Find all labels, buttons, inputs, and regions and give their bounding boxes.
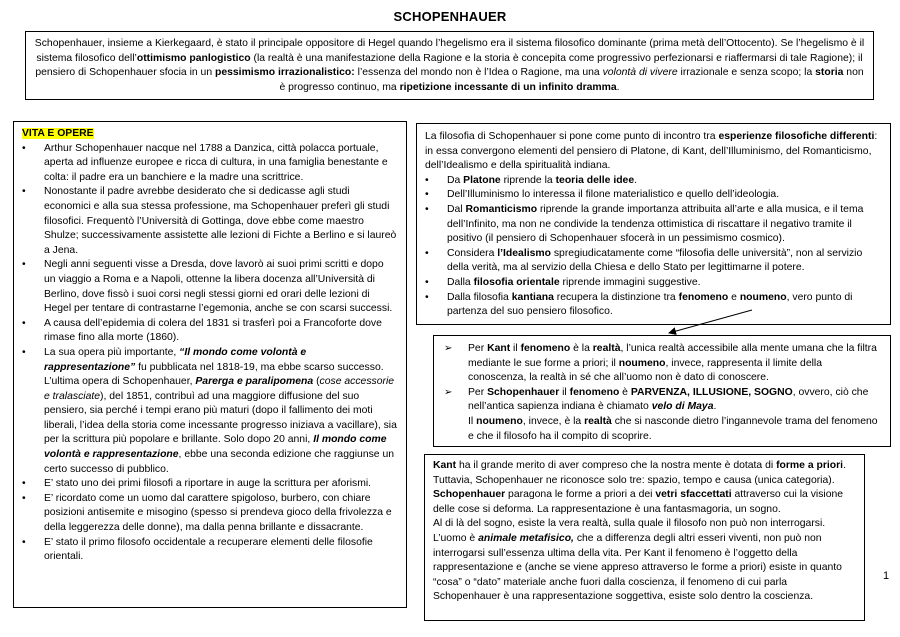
paragraph: Al di là del sogno, esiste la vera realtà, sulla quale il filosofo non può non interrogarsi. [433, 518, 826, 530]
list-item: • Da Platone riprende la teoria delle idee. [425, 174, 882, 189]
list-item: • Dalla filosofia orientale riprende immagini suggestive. [425, 276, 882, 291]
list-item: • Arthur Schopenhauer nacque nel 1788 a Danzica, città polacca portuale, aperta ad influenze europee e ricca di cultura, in una famiglia benestante e colta: il padre era un banchiere e la madre una scrittrice. [22, 142, 398, 186]
paragraph: Schopenhauer paragona le forme a priori a dei vetri sfaccettati attraverso cui la visione delle cose si deforma. La rappresentazione è una fantasmagoria, un sogno. [433, 489, 844, 515]
list-item: • Negli anni seguenti visse a Dresda, dove lavorò ai suoi primi scritti e dopo un viaggio a Roma e a Napoli, ottenne la libera docenza all’Università di Berlino, dove fissò i suoi corsi negli stessi giorni ed orari delle lezioni di Hegel per tentare di contrastarne l’egemonia, anche se con scarsi successi. [22, 258, 398, 316]
list-item: ➢ Per Kant il fenomeno è la realtà, l’unica realtà accessibile alla mente umana che la filtra mediante le sue forme a priori; il noumeno, invece, rappresenta il limite della conoscenza, la realtà in sé che all’uomo non è dato di conoscere. [442, 342, 882, 386]
forme-a-priori-box [424, 454, 865, 621]
vita-list [22, 142, 398, 565]
list-item: • Dal Romanticismo riprende la grande importanza attribuita all’arte e alla musica, e il tema dell’Infinito, ma non ne condivide la tendenza ottimistica di riscattare il negativo tramite il positivo (il pensiero di Schopenhauer sfocerà in un pessimismo cosmico). [425, 203, 882, 247]
paragraph: Kant ha il grande merito di aver compreso che la nostra mente è dotata di forme a priori. Tuttavia, Schopenhauer ne riconosce solo tre: spazio, tempo e causa (unica categoria). [433, 460, 846, 486]
list-item: • Dell’Illuminismo lo interessa il filone materialistico e quello dell’ideologia. [425, 188, 882, 203]
list-item: • E’ ricordato come un uomo dal carattere spigoloso, burbero, con chiare posizioni antisemite e misogino (spesso si prendeva gioco della frivolezza e della leggerezza delle donne), ma dalla penna brillante e dissacrante. [22, 492, 398, 536]
noumeno-note: Il noumeno, invece, è la realtà che si nasconde dietro l’ingannevole trama del fenomeno e che il filosofo ha il compito di scoprire. [468, 415, 878, 442]
paragraph: L’uomo è animale metafisico, che a differenza degli altri esseri viventi, non può non interrogarsi sull’essenza ultima della vita. Per Kant il fenomeno è l’oggetto della rappresentazione e (anche se viene appreso attraverso le forme a priori) esiste in quanto “cosa” o “dato” materiale anche fuori dalla coscienza, il fenomeno di cui parla Schopenhauer è una rappresentazione soggettiva, esiste solo dentro la coscienza. [433, 532, 842, 603]
list-item: • E’ stato uno dei primi filosofi a riportare in auge la scrittura per aforismi. [22, 477, 398, 492]
page-title: SCHOPENHAUER [393, 9, 507, 24]
list-item: • E’ stato il primo filosofo occidentale a recuperare elementi delle filosofie orientali. [22, 536, 398, 565]
page-number: 1 [883, 570, 890, 582]
forme-a-priori-text [433, 459, 856, 605]
influenze-list [425, 174, 882, 320]
influenze-box [416, 123, 891, 325]
kant-schopenhauer-box [433, 335, 891, 447]
vita-opere-box [13, 121, 407, 608]
influenze-intro: La filosofia di Schopenhauer si pone come punto di incontro tra esperienze filosofiche differenti: in essa convergono elementi del pensiero di Platone, di Kant, dell’Illuminismo, del Romanticismo, dell’Idealismo e della spiritualità indiana. [425, 131, 878, 172]
list-item: • Nonostante il padre avrebbe desiderato che si dedicasse agli studi economici e alla sua stessa professione, ma Schopenhauer preferì gli studi filosofici. Frequentò l’Università di Gottinga, dove ebbe come maestro Shulze; successivamente assistette alle lezioni di Fichte a Berlino e si laureò a Jena. [22, 185, 398, 258]
vita-heading: VITA E OPERE [22, 128, 94, 139]
intro-box [25, 31, 874, 100]
list-item: • Considera l’Idealismo spregiudicatamente come “filosofia delle università”, non al servizio della verità, ma al servizio della Chiesa e dello Stato per legittimarne il potere. [425, 247, 882, 276]
intro-text: Schopenhauer, insieme a Kierkegaard, è stato il principale oppositore di Hegel quando l’hegelismo era il sistema filosofico dominante (prima metà dell’Ottocento). Se l’hegelismo è il sistema filosofico dell’ottimismo panlogistico (la realtà è una manifestazione della Ragione e la storia è concepita come progressivo perfezionarsi e riaffermarsi di tale Ragione); il pensiero di Schopenhauer sfocia in un pessimismo irrazionalistico: l’essenza del mondo non è l’Idea o Ragione, ma una volontà di vivere irrazionale e senza scopo; la storia non è progresso continuo, ma ripetizione incessante di un infinito dramma. [34, 38, 865, 93]
list-item: • A causa dell’epidemia di colera del 1831 si trasferì poi a Francoforte dove rimase fino alla morte (1860). [22, 317, 398, 346]
kant-schopenhauer-list [442, 342, 882, 415]
list-item: • La sua opera più importante, “Il mondo come volontà e rappresentazione” fu pubblicata nel 1818-19, ma ebbe scarso successo. L’ultima opera di Schopenhauer, Parerga e paralipomena (cose accessorie e tralasciate), del 1851, contribuì ad una maggiore diffusione del suo pensiero, sia perché i tempi erano più maturi (dopo il fallimento dei moti liberali, l’idea della storia come incessante progresso iniziava a vacillare), sia per la scrittura più popolare e brillante. Solo dopo 20 anni, Il mondo come volontà e rappresentazione, ebbe una seconda edizione che raggiunse un certo successo di pubblico. [22, 346, 398, 477]
list-item: ➢ Per Schopenhauer il fenomeno è PARVENZA, ILLUSIONE, SOGNO, ovvero, ciò che nell’antica sapienza indiana è chiamato velo di Maya. [442, 386, 882, 415]
list-item: • Dalla filosofia kantiana recupera la distinzione tra fenomeno e noumeno, vero punto di partenza del suo pensiero filosofico. [425, 291, 882, 320]
